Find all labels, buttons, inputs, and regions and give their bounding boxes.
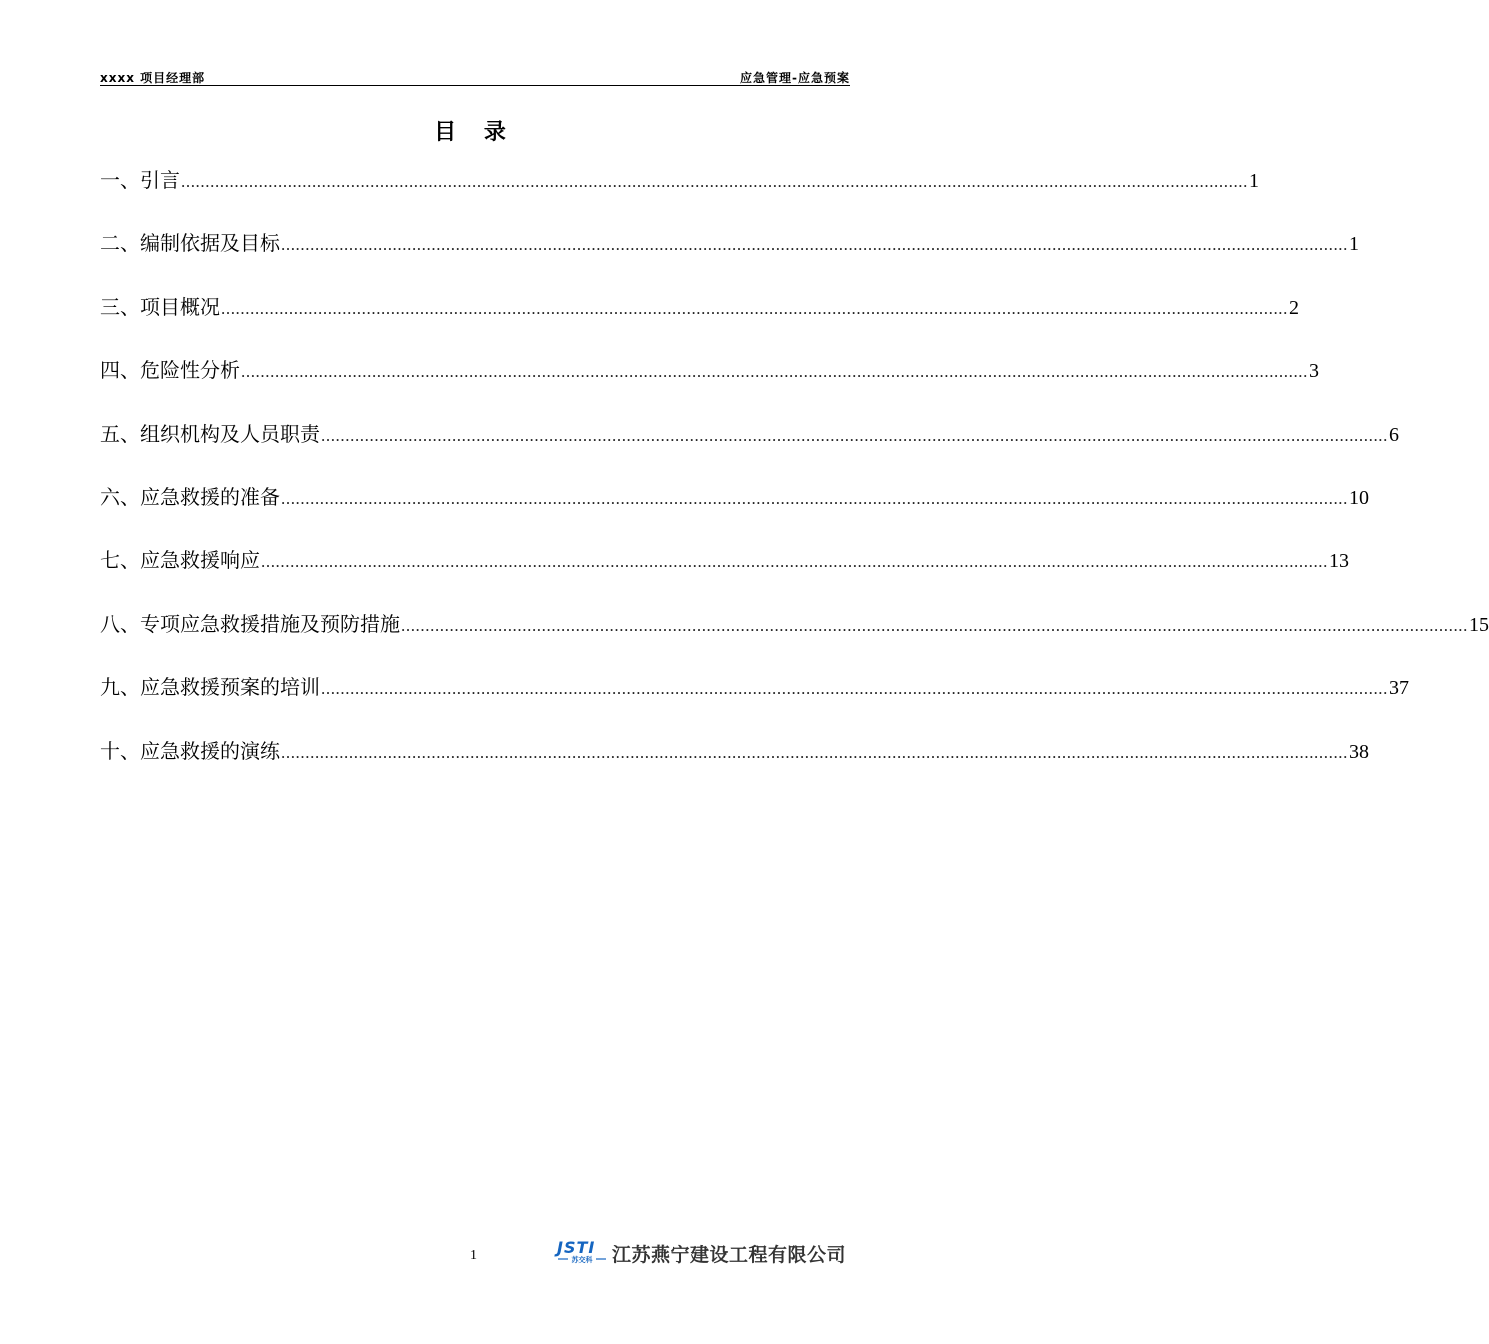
toc-entry-page: 10	[1349, 486, 1369, 509]
toc-entry-page: 15	[1469, 613, 1489, 636]
company-name: 江苏燕宁建设工程有限公司	[612, 1244, 847, 1266]
toc-entry-label: 十、应急救援的演练	[100, 738, 280, 763]
toc-dot-leader: ............................................................................................................................................................................................................................	[281, 742, 1348, 762]
toc-entry[interactable]	[100, 225, 1359, 288]
page-header	[100, 66, 850, 86]
toc-dot-leader: ............................................................................................................................................................................................................................	[281, 488, 1348, 508]
toc-entry-page: 13	[1329, 550, 1349, 573]
toc-entry[interactable]	[100, 542, 1349, 605]
logo-mark-text: JSTI	[557, 1238, 596, 1257]
toc-entry-label: 八、专项应急救援措施及预防措施	[100, 611, 400, 636]
logo-subtext: 苏交科	[571, 1256, 593, 1264]
table-of-contents	[100, 162, 1489, 796]
toc-dot-leader: ............................................................................................................................................................................................................................	[321, 679, 1388, 699]
toc-dot-leader: ............................................................................................................................................................................................................................	[241, 362, 1308, 382]
toc-dot-leader: ............................................................................................................................................................................................................................	[321, 425, 1388, 445]
toc-entry[interactable]	[100, 733, 1369, 796]
toc-entry[interactable]	[100, 669, 1409, 732]
toc-entry-page: 1	[1349, 233, 1359, 256]
toc-entry[interactable]	[100, 289, 1299, 352]
toc-dot-leader: ............................................................................................................................................................................................................................	[261, 552, 1328, 572]
toc-entry-label: 四、危险性分析	[100, 358, 240, 383]
toc-dot-leader: ............................................................................................................................................................................................................................	[281, 235, 1348, 255]
toc-entry-page: 37	[1389, 677, 1409, 700]
toc-entry[interactable]	[100, 479, 1369, 542]
toc-entry-page: 2	[1289, 296, 1299, 319]
toc-entry-page: 1	[1249, 170, 1259, 192]
toc-entry-page: 6	[1389, 423, 1399, 446]
toc-entry-label: 五、组织机构及人员职责	[100, 421, 320, 446]
toc-entry-page: 3	[1309, 360, 1319, 383]
toc-entry-label: 二、编制依据及目标	[100, 231, 280, 256]
header-document-category: 应急管理-应急预案	[740, 71, 850, 85]
toc-entry[interactable]	[100, 352, 1319, 415]
page-number: 1	[470, 1248, 477, 1263]
header-project-name: xxxx 项目经理部	[100, 71, 206, 85]
company-logo-icon	[556, 1238, 608, 1264]
toc-entry-label: 三、项目概况	[100, 294, 220, 319]
toc-dot-leader: ............................................................................................................................................................................................................................	[221, 298, 1288, 318]
toc-entry[interactable]	[100, 606, 1489, 669]
toc-entry-label: 一、引言	[100, 168, 180, 192]
toc-entry-label: 九、应急救援预案的培训	[100, 675, 320, 700]
toc-entry-label: 六、应急救援的准备	[100, 484, 280, 509]
toc-entry-label: 七、应急救援响应	[100, 548, 260, 573]
toc-dot-leader: ............................................................................................................................................................................................................................	[401, 615, 1468, 635]
toc-entry-page: 38	[1349, 740, 1369, 763]
toc-entry[interactable]	[100, 162, 1259, 225]
toc-title: 目 录	[434, 120, 516, 145]
toc-entry[interactable]	[100, 416, 1399, 479]
toc-dot-leader: ............................................................................................................................................................................................................................	[181, 172, 1248, 191]
